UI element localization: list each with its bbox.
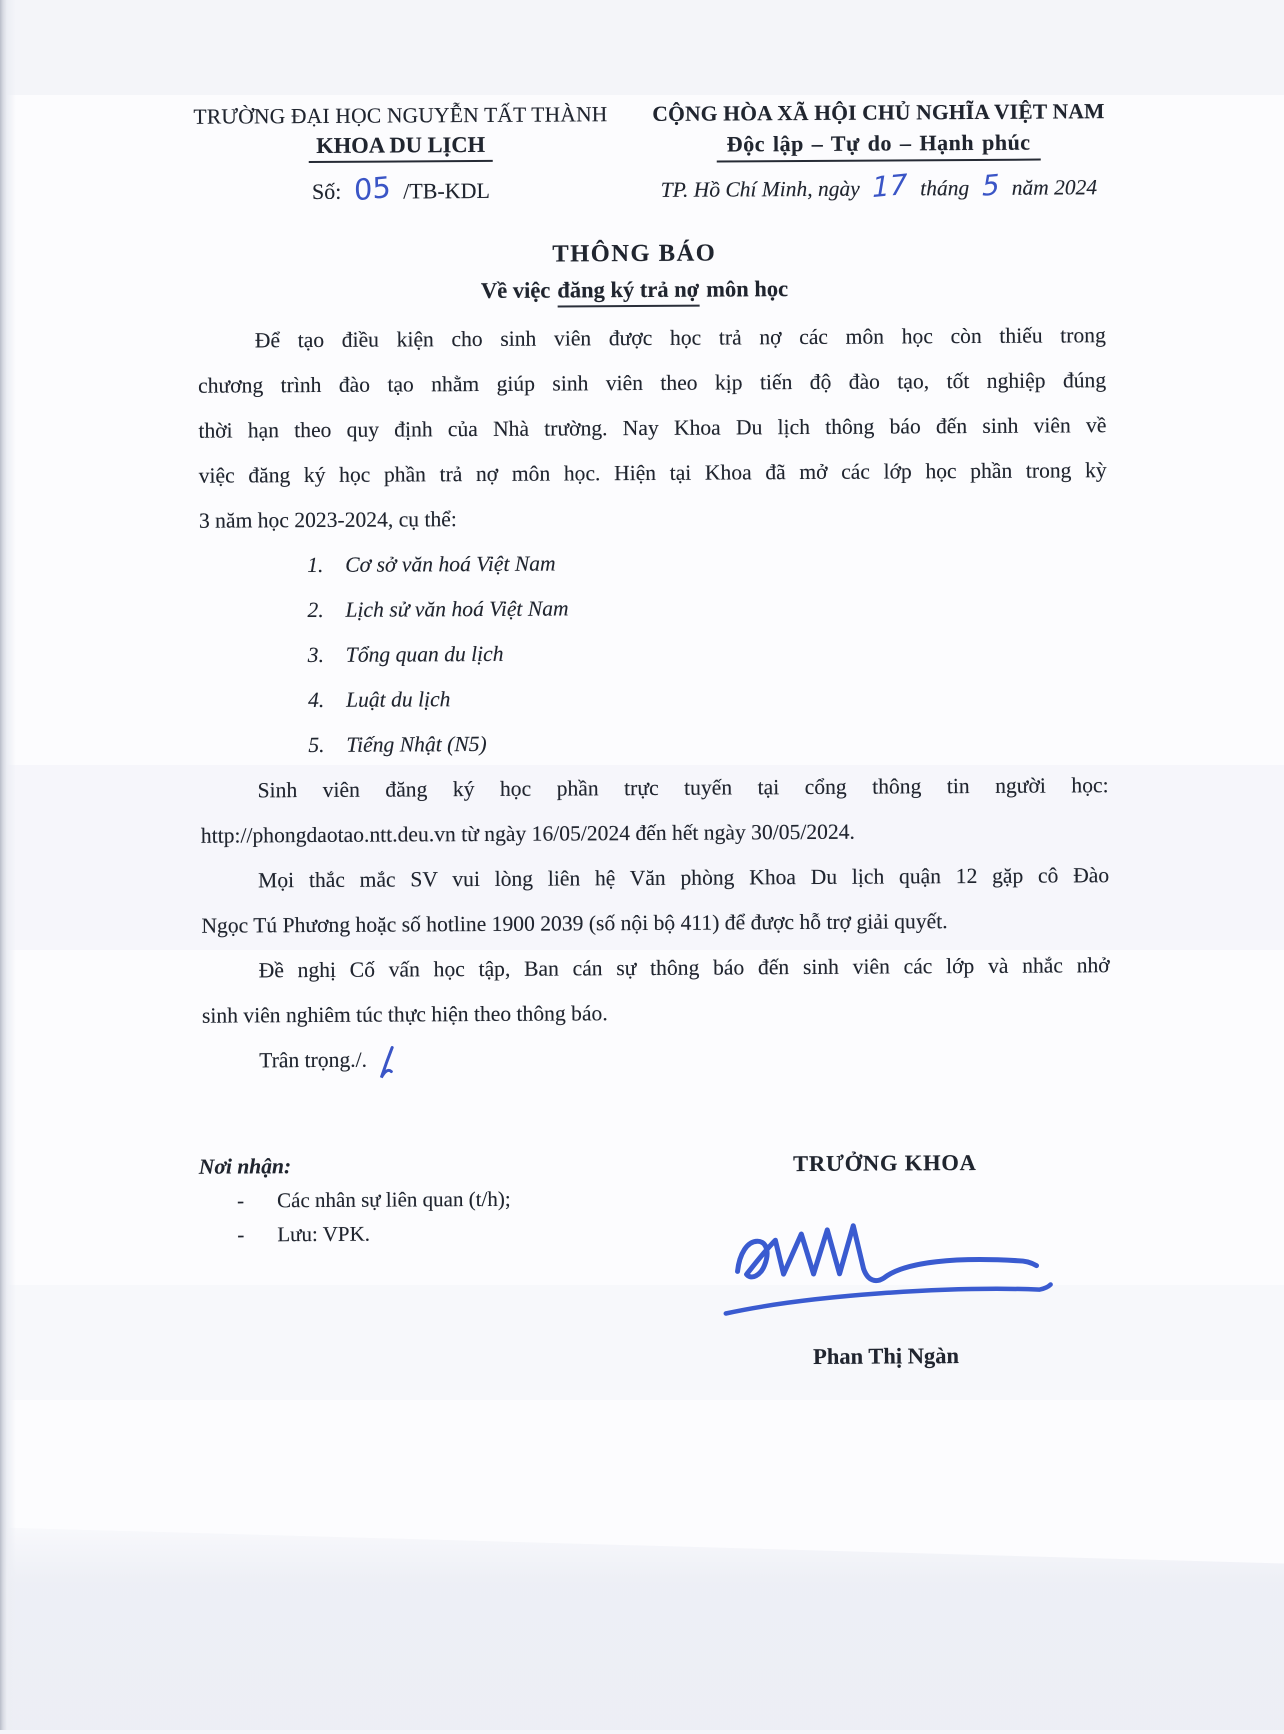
title-block	[0, 236, 1272, 307]
document-subtitle: Về việc đăng ký trả nợ môn học	[0, 273, 1272, 307]
faculty-name: KHOA DU LỊCH	[145, 131, 657, 160]
handwritten-month: 5	[981, 167, 1000, 203]
issuer-block	[144, 102, 657, 206]
number-suffix: /TB-KDL	[403, 177, 491, 204]
course-list-item	[308, 673, 1108, 723]
list-number: 2.	[307, 597, 324, 623]
recipients-block	[199, 1153, 511, 1248]
course-name: Lịch sử văn hoá Việt Nam	[345, 596, 569, 622]
course-list-item	[308, 718, 1108, 768]
paragraph-line: 3 năm học 2023-2024, cụ thể:	[198, 507, 457, 533]
signature-icon	[715, 1185, 1056, 1337]
paragraph-line: Ngọc Tú Phương hoặc số hotline 1900 2039 (số nội bộ 411) để được hỗ trợ giải quyết.	[201, 909, 948, 938]
subtitle-underlined-part: đăng ký trả nợ	[557, 277, 699, 308]
recipient-item: - Các nhân sự liên quan (t/h);	[237, 1186, 511, 1213]
national-motto-block	[618, 99, 1139, 203]
university-name: TRƯỜNG ĐẠI HỌC NGUYỄN TẤT THÀNH	[193, 102, 608, 129]
course-name: Luật du lịch	[345, 687, 451, 712]
signature-block	[705, 1149, 1066, 1370]
paragraph-line: Để tạo điều kiện cho sinh viên được học trả nợ các môn học còn thiếu trong	[254, 323, 1106, 353]
course-name: Tổng quan du lịch	[345, 641, 504, 667]
handwritten-day: 17	[871, 167, 909, 205]
recipients-label: Nơi nhận:	[198, 1154, 292, 1179]
paragraph-line: sinh viên nghiêm túc thực hiện theo thông báo.	[201, 1001, 608, 1028]
paragraph-line: Mọi thắc mắc SV vui lòng liên hệ Văn phòng Khoa Du lịch quận 12 gặp cô Đào	[258, 863, 1110, 893]
paragraph-line: Đề nghị Cố vấn học tập, Ban cán sự thông báo đến sinh viên các lớp và nhắc nhở	[258, 953, 1110, 983]
handwritten-signature	[705, 1185, 1066, 1342]
letter-body	[198, 313, 1111, 1100]
course-name: Cơ sở văn hoá Việt Nam	[345, 551, 556, 577]
paragraph-line: thời hạn theo quy định của Nhà trường. Nay Khoa Du lịch thông báo đến sinh viên về	[198, 413, 1107, 443]
paragraph-line-url: http://phongdaotao.ntt.deu.vn từ ngày 16/05/2024 đến hết ngày 30/05/2024.	[200, 819, 855, 848]
list-number: 4.	[307, 687, 325, 713]
course-list-item	[307, 538, 1107, 588]
list-number: 1.	[307, 552, 324, 578]
paragraph-line: chương trình đào tạo nhằm giúp sinh viên theo kịp tiến độ đào tạo, tốt nghiệp đúng	[198, 368, 1107, 398]
place-date-line: TP. Hồ Chí Minh, ngày 17 tháng 5 năm 2024	[660, 167, 1098, 205]
recipient-item: - Lưu: VPK.	[237, 1221, 371, 1247]
motto: Độc lập – Tự do – Hạnh phúc	[619, 129, 1139, 158]
handwritten-number: 05	[353, 169, 391, 208]
pen-check-mark	[375, 1045, 397, 1099]
signer-title: TRƯỞNG KHOA	[793, 1149, 977, 1177]
document-title: THÔNG BÁO	[552, 239, 717, 268]
number-label: Số:	[311, 178, 342, 205]
pen-check-mark-icon	[375, 1045, 397, 1083]
course-name: Tiếng Nhật (N5)	[346, 731, 487, 757]
course-list-item	[307, 583, 1107, 633]
list-number: 5.	[308, 732, 325, 758]
signer-name: Phan Thị Ngàn	[813, 1343, 960, 1369]
paragraph-line: Sinh viên đăng ký học phần trực tuyến tại cổng thông tin người học:	[257, 773, 1109, 803]
document-number-line	[145, 169, 657, 208]
country-title: CỘNG HÒA XÃ HỘI CHỦ NGHĨA VIỆT NAM	[652, 99, 1105, 126]
paragraph-line: việc đăng ký học phần trả nợ môn học. Hiện tại Khoa đã mở các lớp học phần trong kỳ	[198, 458, 1107, 488]
closing-line: Trân trọng./.	[259, 1033, 1110, 1099]
list-number: 3.	[307, 642, 325, 668]
course-list-item	[308, 628, 1108, 678]
